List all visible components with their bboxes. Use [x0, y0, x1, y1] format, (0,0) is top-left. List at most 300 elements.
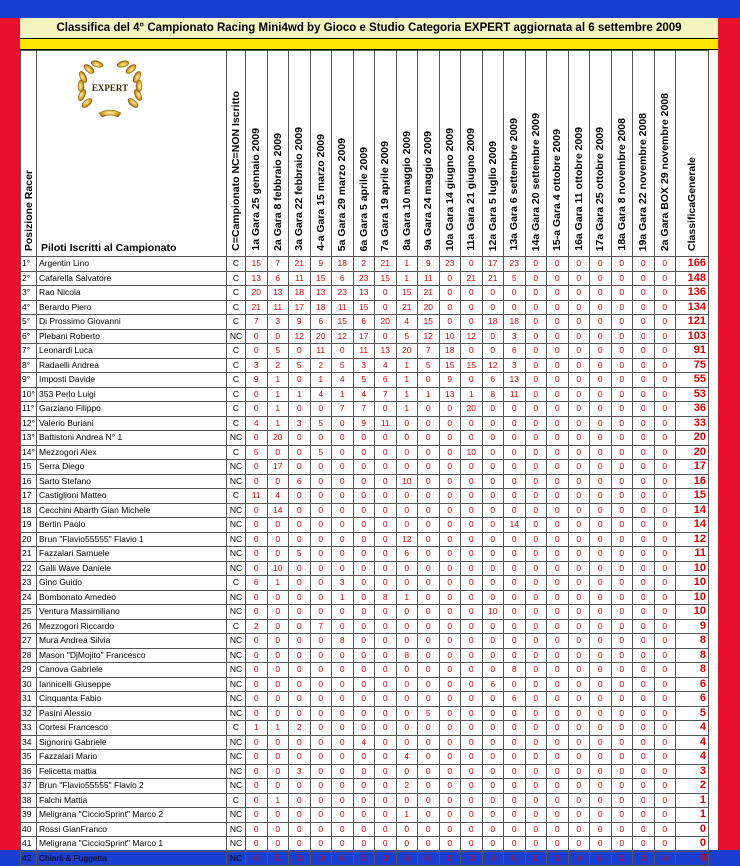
cell-race-score: 4 — [310, 387, 332, 402]
cell-race-score: 11 — [310, 344, 332, 359]
cell-race-score: 0 — [332, 706, 354, 721]
table-row — [21, 764, 709, 779]
cell-category: C — [227, 300, 246, 315]
cell-position: 2° — [21, 271, 37, 286]
cell-race-score: 0 — [568, 677, 590, 692]
table-row — [21, 373, 709, 388]
cell-race-score: 0 — [461, 793, 483, 808]
cell-pilot-name: Plebani Roberto — [37, 329, 227, 344]
cell-race-score: 0 — [611, 837, 633, 852]
cell-race-score: 0 — [547, 532, 569, 547]
cell-race-score: 1 — [267, 576, 289, 591]
cell-race-score: 0 — [375, 692, 397, 707]
cell-race-score: 0 — [590, 373, 612, 388]
cell-race-score: 0 — [633, 373, 655, 388]
cell-race-score: 0 — [418, 779, 440, 794]
cell-race-score: 0 — [525, 329, 547, 344]
cell-race-score: 0 — [654, 750, 676, 765]
cell-race-score: 0 — [439, 750, 461, 765]
cell-race-score: 0 — [461, 315, 483, 330]
cell-race-score: 0 — [353, 619, 375, 634]
cell-race-score: 0 — [611, 315, 633, 330]
cell-race-score: 0 — [310, 706, 332, 721]
cell-race-score: 0 — [654, 692, 676, 707]
cell-race-score: 0 — [461, 474, 483, 489]
cell-race-score: 0 — [332, 547, 354, 562]
cell-race-score: 1 — [418, 387, 440, 402]
cell-position: 33 — [21, 721, 37, 736]
cell-race-score: 0 — [654, 779, 676, 794]
cell-race-score: 0 — [525, 605, 547, 620]
cell-race-score: 0 — [590, 329, 612, 344]
cell-total: 36 — [676, 402, 709, 417]
cell-race-score: 0 — [310, 561, 332, 576]
cell-race-score: 0 — [246, 518, 268, 533]
cell-race-score: 0 — [461, 677, 483, 692]
cell-race-score: 2 — [246, 619, 268, 634]
cell-race-score: 0 — [568, 692, 590, 707]
cell-category: NC — [227, 779, 246, 794]
cell-race-score: 0 — [568, 576, 590, 591]
cell-race-score: 0 — [418, 532, 440, 547]
cell-race-score: 0 — [396, 576, 418, 591]
cell-race-score: 0 — [633, 257, 655, 272]
cell-position: 30 — [21, 677, 37, 692]
cell-race-score: 0 — [525, 648, 547, 663]
cell-race-score: 0 — [504, 750, 526, 765]
cell-position: 5° — [21, 315, 37, 330]
cell-race-score: 0 — [396, 822, 418, 837]
cell-race-score: 0 — [461, 286, 483, 301]
table-row — [21, 416, 709, 431]
cell-position: 31 — [21, 692, 37, 707]
cell-race-score: 0 — [568, 547, 590, 562]
cell-race-score: 6 — [289, 474, 311, 489]
cell-race-score: 0 — [654, 286, 676, 301]
cell-race-score: 0 — [439, 619, 461, 634]
cell-race-score: 1 — [396, 257, 418, 272]
cell-race-score: 0 — [396, 460, 418, 475]
cell-race-score: 0 — [525, 779, 547, 794]
cell-category: C — [227, 271, 246, 286]
cell-race-score: 0 — [547, 474, 569, 489]
cell-race-score: 0 — [418, 605, 440, 620]
cell-race-score: 0 — [654, 257, 676, 272]
cell-race-score: 6 — [504, 692, 526, 707]
cell-race-score: 0 — [439, 605, 461, 620]
cell-total: 3 — [676, 764, 709, 779]
cell-race-score: 0 — [267, 750, 289, 765]
cell-race-score: 0 — [246, 547, 268, 562]
cell-race-score: 12 — [418, 329, 440, 344]
cell-race-score: 0 — [461, 764, 483, 779]
cell-race-score: 4 — [332, 373, 354, 388]
cell-race-score: 0 — [310, 648, 332, 663]
cell-pilot-name: Falchi Mattia — [37, 793, 227, 808]
cell-race-score: 0 — [590, 489, 612, 504]
cell-race-score: 0 — [310, 402, 332, 417]
cell-race-score: 0 — [504, 445, 526, 460]
cell-race-score: 12 — [396, 532, 418, 547]
cell-race-score: 0 — [547, 547, 569, 562]
cell-race-score: 0 — [332, 561, 354, 576]
cell-race-score: 0 — [568, 605, 590, 620]
cell-race-score: 0 — [310, 837, 332, 852]
header-race-3: 3a Gara 22 febbraio 2009 — [289, 51, 311, 257]
cell-race-score: 0 — [590, 474, 612, 489]
expert-laurel-logo — [69, 57, 151, 121]
cell-race-score: 9 — [246, 373, 268, 388]
cell-race-score: 0 — [590, 634, 612, 649]
cell-race-score: 0 — [590, 358, 612, 373]
table-row — [21, 576, 709, 591]
cell-category: C — [227, 721, 246, 736]
cell-race-score: 0 — [547, 576, 569, 591]
cell-race-score: 7 — [375, 387, 397, 402]
cell-race-score: 0 — [504, 416, 526, 431]
cell-race-score: 0 — [289, 808, 311, 823]
cell-race-score: 0 — [611, 634, 633, 649]
cell-race-score: 0 — [267, 474, 289, 489]
cell-race-score: 4 — [375, 358, 397, 373]
cell-race-score: 0 — [525, 721, 547, 736]
cell-race-score: 0 — [353, 721, 375, 736]
cell-category: NC — [227, 677, 246, 692]
cell-race-score: 0 — [590, 300, 612, 315]
cell-category: C — [227, 387, 246, 402]
cell-race-score: 20 — [246, 286, 268, 301]
cell-race-score: 0 — [525, 286, 547, 301]
cell-race-score: 0 — [310, 503, 332, 518]
cell-race-score: 17 — [482, 257, 504, 272]
cell-race-score: 0 — [654, 561, 676, 576]
table-row — [21, 518, 709, 533]
cell-race-score: 0 — [289, 605, 311, 620]
cell-race-score: 11 — [504, 387, 526, 402]
cell-race-score: 0 — [289, 445, 311, 460]
cell-race-score: 0 — [375, 547, 397, 562]
cell-race-score: 0 — [246, 764, 268, 779]
cell-race-score: 0 — [590, 257, 612, 272]
cell-race-score: 0 — [525, 300, 547, 315]
cell-race-score: 0 — [547, 808, 569, 823]
cell-race-score: 0 — [310, 489, 332, 504]
cell-race-score: 0 — [504, 402, 526, 417]
cell-race-score: 0 — [267, 764, 289, 779]
cell-race-score: 0 — [461, 344, 483, 359]
cell-race-score: 0 — [525, 474, 547, 489]
cell-race-score: 0 — [332, 445, 354, 460]
cell-race-score: 0 — [611, 271, 633, 286]
cell-position: 6° — [21, 329, 37, 344]
cell-race-score: 0 — [353, 808, 375, 823]
cell-race-score: 0 — [353, 793, 375, 808]
cell-race-score: 0 — [461, 851, 483, 866]
cell-race-score: 0 — [353, 532, 375, 547]
cell-race-score: 0 — [461, 503, 483, 518]
cell-pilot-name: Mura Andrea Silvia — [37, 634, 227, 649]
cell-total: 166 — [676, 257, 709, 272]
cell-pilot-name: Chiarli & Fuggetta — [37, 851, 227, 866]
cell-pilot-name: 353 Perlo Luigi — [37, 387, 227, 402]
cell-total: 20 — [676, 431, 709, 446]
cell-race-score: 15 — [418, 315, 440, 330]
cell-race-score: 0 — [633, 619, 655, 634]
cell-race-score: 0 — [547, 605, 569, 620]
cell-race-score: 20 — [461, 402, 483, 417]
cell-race-score: 0 — [482, 750, 504, 765]
cell-race-score: 20 — [396, 344, 418, 359]
cell-race-score: 0 — [246, 590, 268, 605]
cell-race-score: 0 — [353, 750, 375, 765]
cell-race-score: 0 — [482, 764, 504, 779]
cell-pilot-name: Meligrana "CiccioSprint" Marco 1 — [37, 837, 227, 852]
cell-race-score: 2 — [267, 358, 289, 373]
cell-category: C — [227, 445, 246, 460]
table-row — [21, 663, 709, 678]
cell-race-score: 0 — [310, 692, 332, 707]
cell-race-score: 0 — [332, 764, 354, 779]
cell-position: 23 — [21, 576, 37, 591]
cell-race-score: 0 — [654, 387, 676, 402]
cell-race-score: 0 — [418, 677, 440, 692]
cell-race-score: 0 — [246, 431, 268, 446]
cell-race-score: 0 — [654, 634, 676, 649]
cell-race-score: 0 — [246, 851, 268, 866]
cell-race-score: 0 — [633, 474, 655, 489]
cell-race-score: 0 — [246, 677, 268, 692]
cell-race-score: 0 — [525, 808, 547, 823]
cell-race-score: 5 — [504, 271, 526, 286]
cell-race-score: 0 — [504, 634, 526, 649]
cell-race-score: 0 — [568, 503, 590, 518]
cell-race-score: 0 — [289, 590, 311, 605]
cell-pilot-name: Gino Guido — [37, 576, 227, 591]
cell-race-score: 0 — [289, 851, 311, 866]
cell-race-score: 0 — [332, 663, 354, 678]
table-row — [21, 750, 709, 765]
cell-category: NC — [227, 692, 246, 707]
cell-race-score: 0 — [525, 257, 547, 272]
cell-race-score: 0 — [267, 329, 289, 344]
cell-race-score: 0 — [310, 793, 332, 808]
cell-race-score: 0 — [654, 518, 676, 533]
cell-race-score: 0 — [375, 329, 397, 344]
cell-race-score: 0 — [633, 402, 655, 417]
cell-position: 22 — [21, 561, 37, 576]
cell-race-score: 0 — [439, 286, 461, 301]
cell-race-score: 0 — [439, 547, 461, 562]
cell-race-score: 0 — [504, 706, 526, 721]
cell-position: 35 — [21, 750, 37, 765]
cell-category: C — [227, 344, 246, 359]
cell-race-score: 0 — [396, 793, 418, 808]
cell-race-score: 21 — [418, 286, 440, 301]
cell-race-score: 6 — [332, 271, 354, 286]
cell-race-score: 0 — [525, 735, 547, 750]
cell-race-score: 0 — [611, 764, 633, 779]
cell-race-score: 0 — [547, 460, 569, 475]
cell-race-score: 0 — [568, 837, 590, 852]
cell-race-score: 0 — [504, 590, 526, 605]
cell-race-score: 6 — [482, 677, 504, 692]
top-blue-band — [0, 0, 740, 18]
cell-race-score: 0 — [289, 822, 311, 837]
cell-race-score: 0 — [267, 590, 289, 605]
cell-race-score: 6 — [353, 315, 375, 330]
cell-pilot-name: Radaelli Andrea — [37, 358, 227, 373]
cell-position: 25 — [21, 605, 37, 620]
cell-race-score: 0 — [353, 706, 375, 721]
cell-race-score: 21 — [482, 271, 504, 286]
cell-race-score: 0 — [418, 489, 440, 504]
cell-race-score: 0 — [246, 808, 268, 823]
cell-position: 7° — [21, 344, 37, 359]
cell-race-score: 0 — [525, 358, 547, 373]
cell-race-score: 0 — [504, 286, 526, 301]
cell-race-score: 0 — [439, 402, 461, 417]
cell-race-score: 0 — [482, 416, 504, 431]
cell-race-score: 0 — [611, 518, 633, 533]
cell-race-score: 0 — [267, 605, 289, 620]
cell-race-score: 0 — [547, 373, 569, 388]
cell-race-score: 0 — [310, 851, 332, 866]
cell-race-score: 0 — [353, 605, 375, 620]
cell-race-score: 0 — [568, 706, 590, 721]
cell-race-score: 0 — [353, 547, 375, 562]
header-race-13: 13a Gara 6 settembre 2009 — [504, 51, 526, 257]
cell-race-score: 0 — [246, 344, 268, 359]
cell-race-score: 0 — [568, 387, 590, 402]
cell-race-score: 0 — [525, 576, 547, 591]
cell-race-score: 0 — [332, 431, 354, 446]
cell-race-score: 0 — [375, 576, 397, 591]
cell-race-score: 18 — [332, 257, 354, 272]
cell-race-score: 0 — [310, 663, 332, 678]
cell-race-score: 0 — [633, 547, 655, 562]
cell-race-score: 23 — [439, 257, 461, 272]
cell-race-score: 0 — [633, 416, 655, 431]
cell-category: NC — [227, 590, 246, 605]
cell-total: 1 — [676, 808, 709, 823]
cell-race-score: 1 — [267, 402, 289, 417]
cell-race-score: 0 — [310, 474, 332, 489]
cell-race-score: 0 — [568, 808, 590, 823]
cell-position: 8° — [21, 358, 37, 373]
cell-total: 15 — [676, 489, 709, 504]
cell-race-score: 15 — [310, 271, 332, 286]
cell-race-score: 3 — [267, 315, 289, 330]
cell-race-score: 1 — [396, 271, 418, 286]
cell-race-score: 0 — [547, 561, 569, 576]
cell-race-score: 6 — [482, 373, 504, 388]
header-category: C=Campionato NC=NON Iscritto — [227, 51, 246, 257]
cell-race-score: 0 — [611, 358, 633, 373]
cell-race-score: 0 — [525, 590, 547, 605]
cell-race-score: 0 — [439, 518, 461, 533]
cell-position: 10° — [21, 387, 37, 402]
cell-category: NC — [227, 547, 246, 562]
cell-race-score: 0 — [289, 750, 311, 765]
cell-race-score: 0 — [547, 619, 569, 634]
cell-category: C — [227, 257, 246, 272]
cell-race-score: 0 — [547, 315, 569, 330]
cell-race-score: 9 — [439, 373, 461, 388]
cell-race-score: 0 — [353, 837, 375, 852]
cell-race-score: 0 — [396, 619, 418, 634]
cell-race-score: 20 — [310, 329, 332, 344]
cell-category: NC — [227, 735, 246, 750]
cell-race-score: 0 — [439, 561, 461, 576]
cell-pilot-name: Cinquanta Fabio — [37, 692, 227, 707]
cell-position: 27 — [21, 634, 37, 649]
cell-pilot-name: Mason "DjMojito" Francesco — [37, 648, 227, 663]
table-row — [21, 344, 709, 359]
cell-race-score: 18 — [289, 286, 311, 301]
cell-race-score: 0 — [353, 851, 375, 866]
cell-race-score: 0 — [611, 561, 633, 576]
cell-race-score: 0 — [633, 532, 655, 547]
cell-race-score: 0 — [590, 547, 612, 562]
cell-race-score: 0 — [375, 474, 397, 489]
cell-race-score: 0 — [482, 619, 504, 634]
header-pilots-label: Piloti Iscritti al Campionato — [41, 242, 177, 254]
cell-position: 29 — [21, 663, 37, 678]
cell-pilot-name: Rossi GianFranco — [37, 822, 227, 837]
cell-pilot-name: Serra Diego — [37, 460, 227, 475]
cell-race-score: 0 — [525, 402, 547, 417]
cell-race-score: 0 — [332, 619, 354, 634]
cell-race-score: 0 — [267, 692, 289, 707]
cell-race-score: 0 — [611, 373, 633, 388]
cell-race-score: 8 — [375, 590, 397, 605]
cell-total: 11 — [676, 547, 709, 562]
cell-race-score: 0 — [375, 605, 397, 620]
cell-race-score: 0 — [353, 692, 375, 707]
cell-pilot-name: Signorini Gabriele — [37, 735, 227, 750]
cell-race-score: 0 — [590, 460, 612, 475]
cell-position: 17 — [21, 489, 37, 504]
cell-position: 1° — [21, 257, 37, 272]
cell-race-score: 17 — [289, 300, 311, 315]
cell-race-score: 0 — [547, 663, 569, 678]
cell-race-score: 0 — [547, 764, 569, 779]
cell-race-score: 0 — [611, 344, 633, 359]
cell-race-score: 11 — [332, 300, 354, 315]
cell-race-score: 0 — [461, 648, 483, 663]
cell-race-score: 0 — [611, 663, 633, 678]
cell-race-score: 0 — [633, 431, 655, 446]
cell-race-score: 0 — [590, 721, 612, 736]
table-row — [21, 851, 709, 866]
cell-race-score: 5 — [289, 547, 311, 562]
cell-total: 12 — [676, 532, 709, 547]
cell-race-score: 0 — [289, 793, 311, 808]
cell-race-score: 15 — [353, 300, 375, 315]
cell-race-score: 0 — [353, 634, 375, 649]
cell-race-score: 0 — [439, 663, 461, 678]
cell-race-score: 0 — [461, 416, 483, 431]
cell-race-score: 0 — [654, 489, 676, 504]
cell-race-score: 0 — [418, 692, 440, 707]
header-row — [21, 51, 709, 257]
cell-race-score: 0 — [525, 619, 547, 634]
cell-race-score: 0 — [439, 315, 461, 330]
cell-position: 41 — [21, 837, 37, 852]
cell-race-score: 0 — [611, 416, 633, 431]
cell-race-score: 0 — [611, 576, 633, 591]
table-row — [21, 677, 709, 692]
